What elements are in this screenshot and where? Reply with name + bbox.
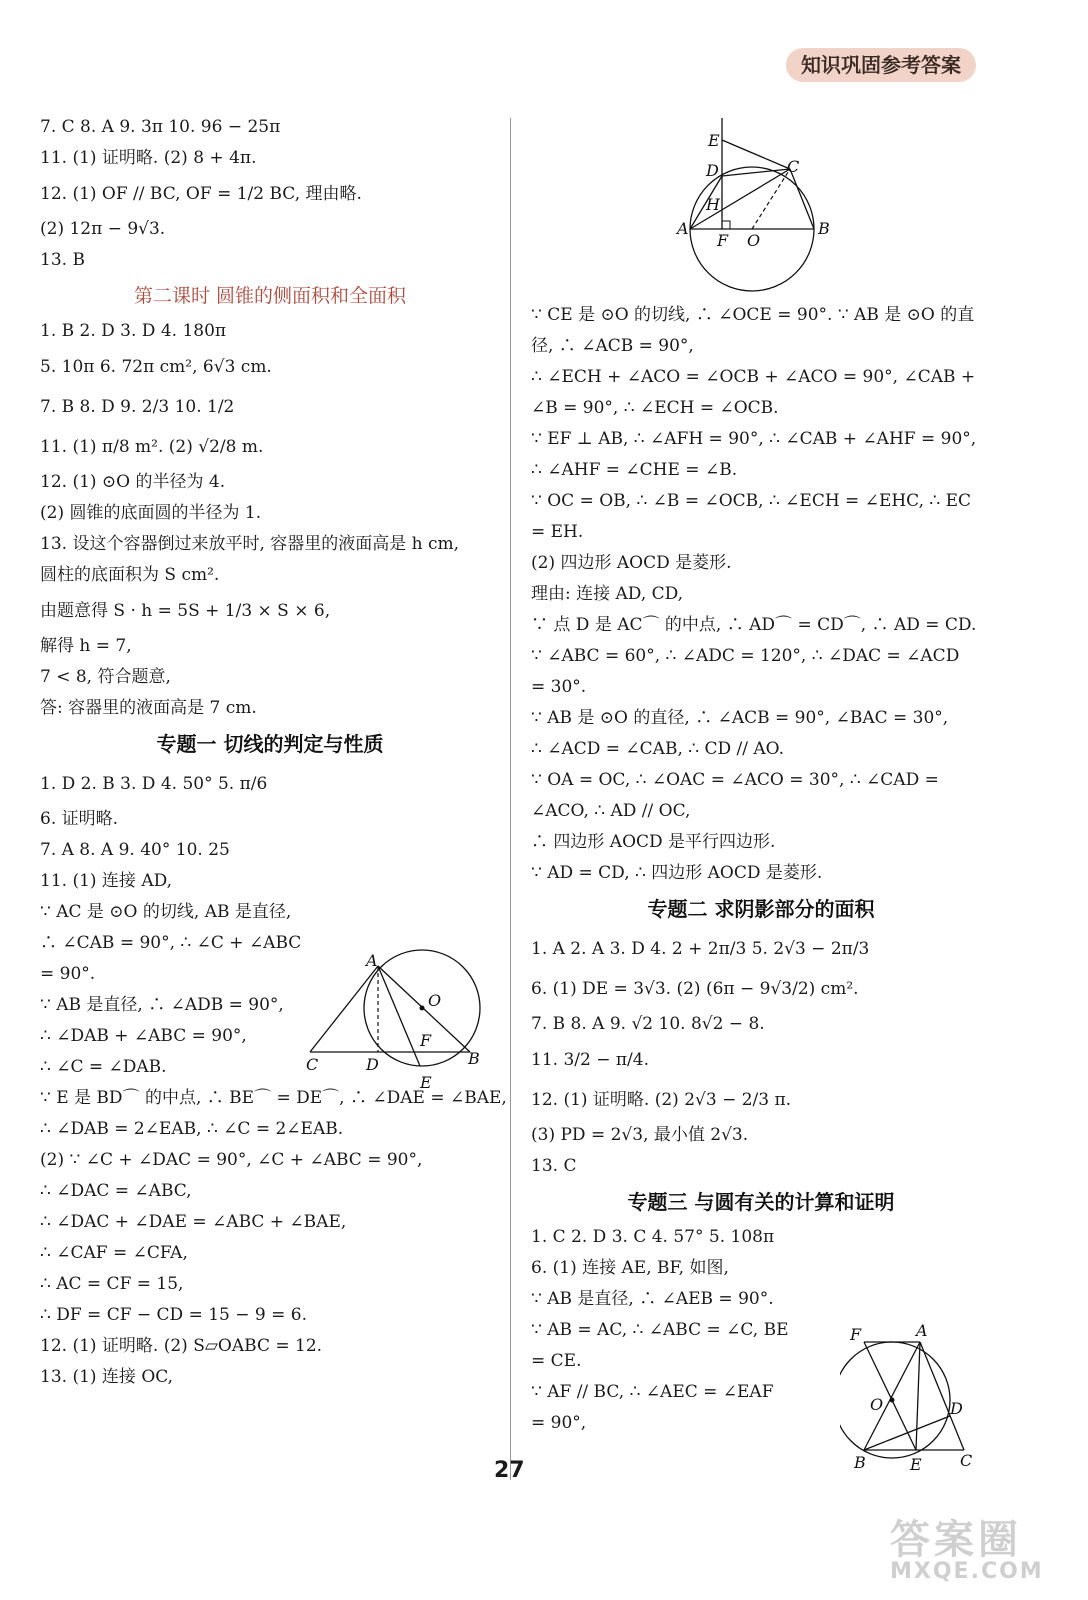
answer-line: (2) ∵ ∠C + ∠DAC = 90°, ∠C + ∠ABC = 90°, <box>40 1150 423 1170</box>
answer-line: ∴ ∠CAF = ∠CFA, <box>40 1243 188 1263</box>
label-a: A <box>916 1321 928 1340</box>
answer-line: 1. C 2. D 3. C 4. 57° 5. 108π <box>531 1227 775 1247</box>
answer-line: 13. B <box>40 250 85 270</box>
label-f: F <box>850 1325 862 1344</box>
header-badge: 知识巩固参考答案 <box>786 48 976 82</box>
answer-line: ∵ AD = CD, ∴ 四边形 AOCD 是菱形. <box>531 863 823 883</box>
answer-line: (2) 圆锥的底面圆的半径为 1. <box>40 503 262 523</box>
answer-line: 1. D 2. B 3. D 4. 50° 5. π/6 <box>40 774 268 794</box>
section-heading: 第二课时 圆锥的侧面积和全面积 <box>133 285 407 307</box>
answer-line: 7. B 8. A 9. √2 10. 8√2 − 8. <box>531 1014 765 1034</box>
answer-line: ∴ ∠DAB + ∠ABC = 90°, <box>40 1026 247 1046</box>
answer-line: ∵ AC 是 ⊙O 的切线, AB 是直径, ∴ ∠CAB = 90°, ∴ ∠C + ∠ABC = 90°. <box>40 902 302 984</box>
answer-line: ∵ OA = OC, ∴ ∠OAC = ∠ACO = 30°, ∴ ∠CAD = <box>531 770 939 790</box>
label-f: F <box>717 231 729 250</box>
geometry-figure-tangent-ac <box>300 948 500 1098</box>
answer-line: 7. B 8. D 9. 2/3 10. 1/2 <box>40 397 235 417</box>
answer-line: ∴ ∠DAC + ∠DAE = ∠ABC + ∠BAE, <box>40 1212 347 1232</box>
label-e: E <box>910 1455 922 1474</box>
answer-line: ∵ AF // BC, ∴ ∠AEC = ∠EAF = 90°, <box>531 1382 774 1433</box>
label-f: F <box>420 1031 432 1050</box>
answer-line: ∵ ∠ABC = 60°, ∴ ∠ADC = 120°, ∴ ∠DAC = ∠ACD <box>531 646 960 666</box>
answer-line: 1. A 2. A 3. D 4. 2 + 2π/3 5. 2√3 − 2π/3 <box>531 939 870 959</box>
answer-line: ∠ACO, ∴ AD // OC, <box>531 801 691 821</box>
answer-line: 6. 证明略. <box>40 809 119 829</box>
answer-line: 1. B 2. D 3. D 4. 180π <box>40 321 227 341</box>
watermark-line-2: MXQE.COM <box>890 1559 1044 1584</box>
watermark-logo <box>890 1508 1044 1584</box>
label-o: O <box>870 1395 884 1414</box>
answer-line: ∴ DF = CF − CD = 15 − 9 = 6. <box>40 1305 308 1325</box>
answer-line: ∵ OC = OB, ∴ ∠B = ∠OCB, ∴ ∠ECH = ∠EHC, ∴ EC <box>531 491 972 511</box>
answer-line: 13. C <box>531 1156 577 1176</box>
answer-line: 11. 3/2 − π/4. <box>531 1050 649 1070</box>
answer-line: = EH. <box>531 522 584 542</box>
label-d: D <box>950 1399 963 1418</box>
label-b: B <box>468 1049 480 1068</box>
answer-line: 答: 容器里的液面高是 7 cm. <box>40 698 257 718</box>
geometry-figure-isosceles <box>840 1320 1000 1475</box>
answer-line: ∵ E 是 BD⌒ 的中点, ∴ BE⌒ = DE⌒, ∴ ∠DAE = ∠BAE, <box>40 1088 507 1108</box>
answer-line: ∵ AB = AC, ∴ ∠ABC = ∠C, BE = CE. <box>531 1320 789 1371</box>
answer-line: 圆柱的底面积为 S cm². <box>40 565 220 585</box>
answer-line: 11. (1) π/8 m². (2) √2/8 m. <box>40 437 264 457</box>
answer-line: 13. (1) 连接 OC, <box>40 1367 174 1387</box>
column-divider <box>510 118 511 1480</box>
answer-line: ∵ EF ⊥ AB, ∴ ∠AFH = 90°, ∴ ∠CAB + ∠AHF = 90°, <box>531 429 977 449</box>
answer-line: ∴ ∠C = ∠DAB. <box>40 1057 167 1077</box>
answer-line: ∵ AB 是 ⊙O 的直径, ∴ ∠ACB = 90°, ∠BAC = 30°, <box>531 708 949 728</box>
answer-line: 理由: 连接 AD, CD, <box>531 584 684 604</box>
answer-line: ∴ ∠DAC = ∠ABC, <box>40 1181 192 1201</box>
label-c: C <box>306 1055 319 1074</box>
answer-line: 6. (1) 连接 AE, BF, 如图, <box>531 1258 729 1278</box>
left-column <box>40 112 507 1393</box>
page-number: 27 <box>494 1458 525 1483</box>
answer-line: 12. (1) OF // BC, OF = 1/2 BC, 理由略. <box>40 184 362 204</box>
answer-line: 7. C 8. A 9. 3π 10. 96 − 25π <box>40 117 281 137</box>
section-heading: 专题二 求阴影部分的面积 <box>647 897 875 921</box>
label-a: A <box>677 219 689 238</box>
answer-line: (2) 四边形 AOCD 是菱形. <box>531 553 732 573</box>
watermark-line-1: 答案圈 <box>890 1517 1022 1563</box>
answer-line: 解得 h = 7, <box>40 636 132 656</box>
answer-line: (2) 12π − 9√3. <box>40 219 166 239</box>
answer-line: 13. 设这个容器倒过来放平时, 容器里的液面高是 h cm, <box>40 534 460 554</box>
answer-line: ∵ 点 D 是 AC⌒ 的中点, ∴ AD⌒ = CD⌒, ∴ AD = CD. <box>531 615 977 635</box>
answer-line: 由题意得 S · h = 5S + 1/3 × S × 6, <box>40 601 331 621</box>
label-b: B <box>818 219 830 238</box>
answer-line: 5. 10π 6. 72π cm², 6√3 cm. <box>40 357 272 377</box>
answer-line: (3) PD = 2√3, 最小值 2√3. <box>531 1125 749 1145</box>
answer-line: = 30°. <box>531 677 587 697</box>
answer-line: ∴ ∠DAB = 2∠EAB, ∴ ∠C = 2∠EAB. <box>40 1119 344 1139</box>
answer-line: ∵ AB 是直径, ∴ ∠AEB = 90°. <box>531 1289 774 1309</box>
answer-line: ∴ AC = CF = 15, <box>40 1274 184 1294</box>
label-o: O <box>747 231 761 250</box>
label-b: B <box>854 1453 866 1472</box>
label-h: H <box>706 195 720 214</box>
answer-line: 12. (1) 证明略. (2) S▱OABC = 12. <box>40 1336 323 1356</box>
label-d: D <box>706 161 719 180</box>
answer-line: ∠B = 90°, ∴ ∠ECH = ∠OCB. <box>531 398 779 418</box>
answer-line: ∴ ∠ECH + ∠ACO = ∠OCB + ∠ACO = 90°, ∠CAB + <box>531 367 976 387</box>
answer-line: 7. A 8. A 9. 40° 10. 25 <box>40 840 230 860</box>
label-o: O <box>428 991 442 1010</box>
answer-line: 7 < 8, 符合题意, <box>40 667 171 687</box>
section-heading: 专题一 切线的判定与性质 <box>156 732 384 756</box>
section-heading: 专题三 与圆有关的计算和证明 <box>627 1190 895 1214</box>
label-c: C <box>960 1451 973 1470</box>
geometry-figure-tangent-ce <box>670 118 840 298</box>
answer-line: ∴ ∠AHF = ∠CHE = ∠B. <box>531 460 738 480</box>
answer-line: 11. (1) 连接 AD, <box>40 871 173 891</box>
label-e: E <box>708 131 720 150</box>
answer-line: ∴ 四边形 AOCD 是平行四边形. <box>531 832 776 852</box>
answer-line: 12. (1) ⊙O 的半径为 4. <box>40 472 226 492</box>
label-d: D <box>366 1055 379 1074</box>
right-column <box>531 300 991 1439</box>
answer-line: 6. (1) DE = 3√3. (2) (6π − 9√3/2) cm². <box>531 979 859 999</box>
answer-line: ∵ AB 是直径, ∴ ∠ADB = 90°, <box>40 995 284 1015</box>
answer-line: 11. (1) 证明略. (2) 8 + 4π. <box>40 148 257 168</box>
answer-line: ∴ ∠ACD = ∠CAB, ∴ CD // AO. <box>531 739 784 759</box>
answer-line: 径, ∴ ∠ACB = 90°, <box>531 336 694 356</box>
answer-line: ∵ CE 是 ⊙O 的切线, ∴ ∠OCE = 90°. ∵ AB 是 ⊙O 的直 <box>531 305 975 325</box>
label-e: E <box>420 1073 432 1092</box>
answer-line: 12. (1) 证明略. (2) 2√3 − 2/3 π. <box>531 1090 792 1110</box>
label-c: C <box>787 157 800 176</box>
label-a: A <box>366 951 378 970</box>
